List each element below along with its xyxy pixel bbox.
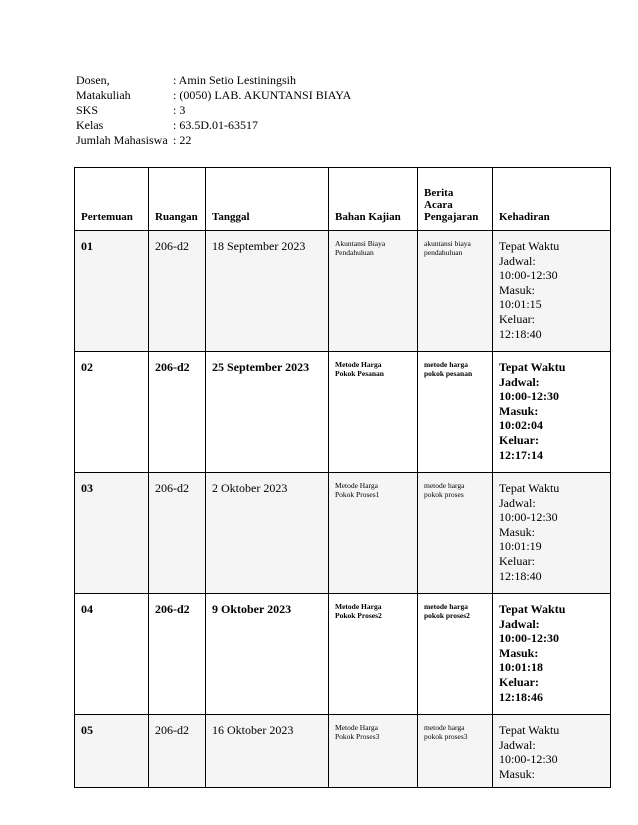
info-label: Dosen, bbox=[76, 73, 110, 87]
att-line: Masuk: bbox=[499, 645, 539, 660]
berita-line: metode harga bbox=[424, 481, 465, 490]
att-line: Keluar: bbox=[499, 432, 539, 447]
header-pertemuan: Pertemuan bbox=[75, 168, 149, 231]
att-line: Jadwal: bbox=[499, 737, 536, 752]
header-berita-line: Pengajaran bbox=[424, 211, 479, 223]
cell-kehadiran bbox=[493, 473, 611, 594]
bahan-line: Pokok Proses2 bbox=[335, 611, 382, 620]
cell-kehadiran bbox=[493, 594, 611, 715]
berita-line: pokok proses3 bbox=[424, 732, 468, 741]
info-label: Matakuliah bbox=[76, 88, 131, 102]
table-header-row bbox=[75, 168, 611, 231]
info-label: SKS bbox=[76, 103, 99, 117]
header-bahan-kajian: Bahan Kajian bbox=[329, 168, 418, 231]
cell-ruangan: 206-d2 bbox=[149, 594, 206, 715]
att-line: 10:00-12:30 bbox=[499, 752, 558, 767]
att-line: Tepat Waktu bbox=[499, 360, 566, 374]
cell-berita-acara bbox=[418, 231, 493, 352]
cell-bahan-kajian bbox=[329, 715, 418, 788]
cell-bahan-kajian bbox=[329, 352, 418, 473]
att-line: Masuk: bbox=[499, 403, 539, 418]
att-line: 10:00-12:30 bbox=[499, 631, 559, 646]
att-line: 12:18:40 bbox=[499, 568, 542, 583]
att-line: Keluar: bbox=[499, 311, 535, 326]
att-line: Jadwal: bbox=[499, 374, 540, 389]
cell-kehadiran bbox=[493, 715, 611, 788]
info-value: : 3 bbox=[173, 103, 186, 117]
header-berita-line: Berita bbox=[424, 187, 454, 199]
bahan-line: Metode Harga bbox=[335, 602, 382, 611]
table-row bbox=[75, 473, 611, 594]
header-ruangan: Ruangan bbox=[149, 168, 206, 231]
att-line: Masuk: bbox=[499, 766, 535, 781]
att-line: Tepat Waktu bbox=[499, 239, 560, 253]
cell-pertemuan: 05 bbox=[75, 715, 149, 788]
att-line: Jadwal: bbox=[499, 616, 540, 631]
header-berita-acara bbox=[418, 168, 493, 231]
att-line: 12:17:14 bbox=[499, 447, 543, 462]
table-row bbox=[75, 352, 611, 473]
cell-pertemuan: 01 bbox=[75, 231, 149, 352]
berita-line: metode harga bbox=[424, 723, 465, 732]
cell-ruangan: 206-d2 bbox=[149, 352, 206, 473]
berita-line: metode harga bbox=[424, 602, 468, 611]
att-line: 10:00-12:30 bbox=[499, 510, 558, 525]
att-line: Tepat Waktu bbox=[499, 481, 560, 495]
info-row-dosen bbox=[76, 73, 351, 88]
cell-kehadiran bbox=[493, 231, 611, 352]
info-value: : (0050) LAB. AKUNTANSI BIAYA bbox=[173, 88, 352, 102]
header-tanggal: Tanggal bbox=[206, 168, 329, 231]
att-line: Masuk: bbox=[499, 282, 535, 297]
info-row-kelas bbox=[76, 118, 351, 133]
info-value: : 63.5D.01-63517 bbox=[173, 118, 258, 132]
att-line: 10:02:04 bbox=[499, 418, 543, 433]
bahan-line: Metode Harga bbox=[335, 360, 382, 369]
cell-kehadiran bbox=[493, 352, 611, 473]
cell-ruangan: 206-d2 bbox=[149, 231, 206, 352]
att-line: 10:01:15 bbox=[499, 297, 542, 312]
berita-line: pendahuluan bbox=[424, 248, 463, 257]
info-label: Kelas bbox=[76, 118, 104, 132]
cell-pertemuan: 02 bbox=[75, 352, 149, 473]
cell-tanggal: 2 Oktober 2023 bbox=[206, 473, 329, 594]
cell-pertemuan: 03 bbox=[75, 473, 149, 594]
info-value: : Amin Setio Lestiningsih bbox=[173, 73, 297, 87]
cell-tanggal: 25 September 2023 bbox=[206, 352, 329, 473]
attendance-table bbox=[74, 167, 611, 788]
att-line: Keluar: bbox=[499, 553, 535, 568]
cell-pertemuan: 04 bbox=[75, 594, 149, 715]
att-line: 10:00-12:30 bbox=[499, 268, 558, 283]
course-info bbox=[76, 73, 351, 148]
att-line: Keluar: bbox=[499, 674, 539, 689]
info-row-jumlah-mahasiswa bbox=[76, 133, 351, 148]
table-row bbox=[75, 715, 611, 788]
berita-line: pokok pesanan bbox=[424, 369, 473, 378]
cell-tanggal: 9 Oktober 2023 bbox=[206, 594, 329, 715]
att-line: Jadwal: bbox=[499, 253, 536, 268]
cell-bahan-kajian bbox=[329, 594, 418, 715]
cell-ruangan: 206-d2 bbox=[149, 473, 206, 594]
att-line: Tepat Waktu bbox=[499, 723, 560, 737]
header-kehadiran: Kehadiran bbox=[493, 168, 611, 231]
cell-tanggal: 18 September 2023 bbox=[206, 231, 329, 352]
cell-berita-acara bbox=[418, 594, 493, 715]
bahan-line: Pendahuluan bbox=[335, 248, 374, 257]
cell-tanggal: 16 Oktober 2023 bbox=[206, 715, 329, 788]
berita-line: pokok proses bbox=[424, 490, 464, 499]
att-line: Masuk: bbox=[499, 524, 535, 539]
bahan-line: Metode Harga bbox=[335, 723, 378, 732]
att-line: 12:18:40 bbox=[499, 326, 542, 341]
info-row-matakuliah bbox=[76, 88, 351, 103]
bahan-line: Pokok Proses1 bbox=[335, 490, 380, 499]
info-row-sks bbox=[76, 103, 351, 118]
berita-line: metode harga bbox=[424, 360, 468, 369]
cell-bahan-kajian bbox=[329, 473, 418, 594]
cell-ruangan: 206-d2 bbox=[149, 715, 206, 788]
bahan-line: Pokok Proses3 bbox=[335, 732, 380, 741]
bahan-line: Pokok Pesanan bbox=[335, 369, 384, 378]
att-line: 10:00-12:30 bbox=[499, 389, 559, 404]
table-row bbox=[75, 231, 611, 352]
att-line: 10:01:18 bbox=[499, 660, 543, 675]
bahan-line: Akuntansi Biaya bbox=[335, 239, 386, 248]
cell-berita-acara bbox=[418, 715, 493, 788]
info-value: : 22 bbox=[173, 133, 192, 147]
header-berita-line: Acara bbox=[424, 199, 453, 211]
cell-berita-acara bbox=[418, 473, 493, 594]
berita-line: akuntansi biaya bbox=[424, 239, 471, 248]
info-label: Jumlah Mahasiswa bbox=[76, 133, 168, 147]
att-line: Tepat Waktu bbox=[499, 602, 566, 616]
bahan-line: Metode Harga bbox=[335, 481, 378, 490]
att-line: Jadwal: bbox=[499, 495, 536, 510]
cell-berita-acara bbox=[418, 352, 493, 473]
cell-bahan-kajian bbox=[329, 231, 418, 352]
att-line: 10:01:19 bbox=[499, 539, 542, 554]
table-row bbox=[75, 594, 611, 715]
berita-line: pokok proses2 bbox=[424, 611, 470, 620]
att-line: 12:18:46 bbox=[499, 689, 543, 704]
